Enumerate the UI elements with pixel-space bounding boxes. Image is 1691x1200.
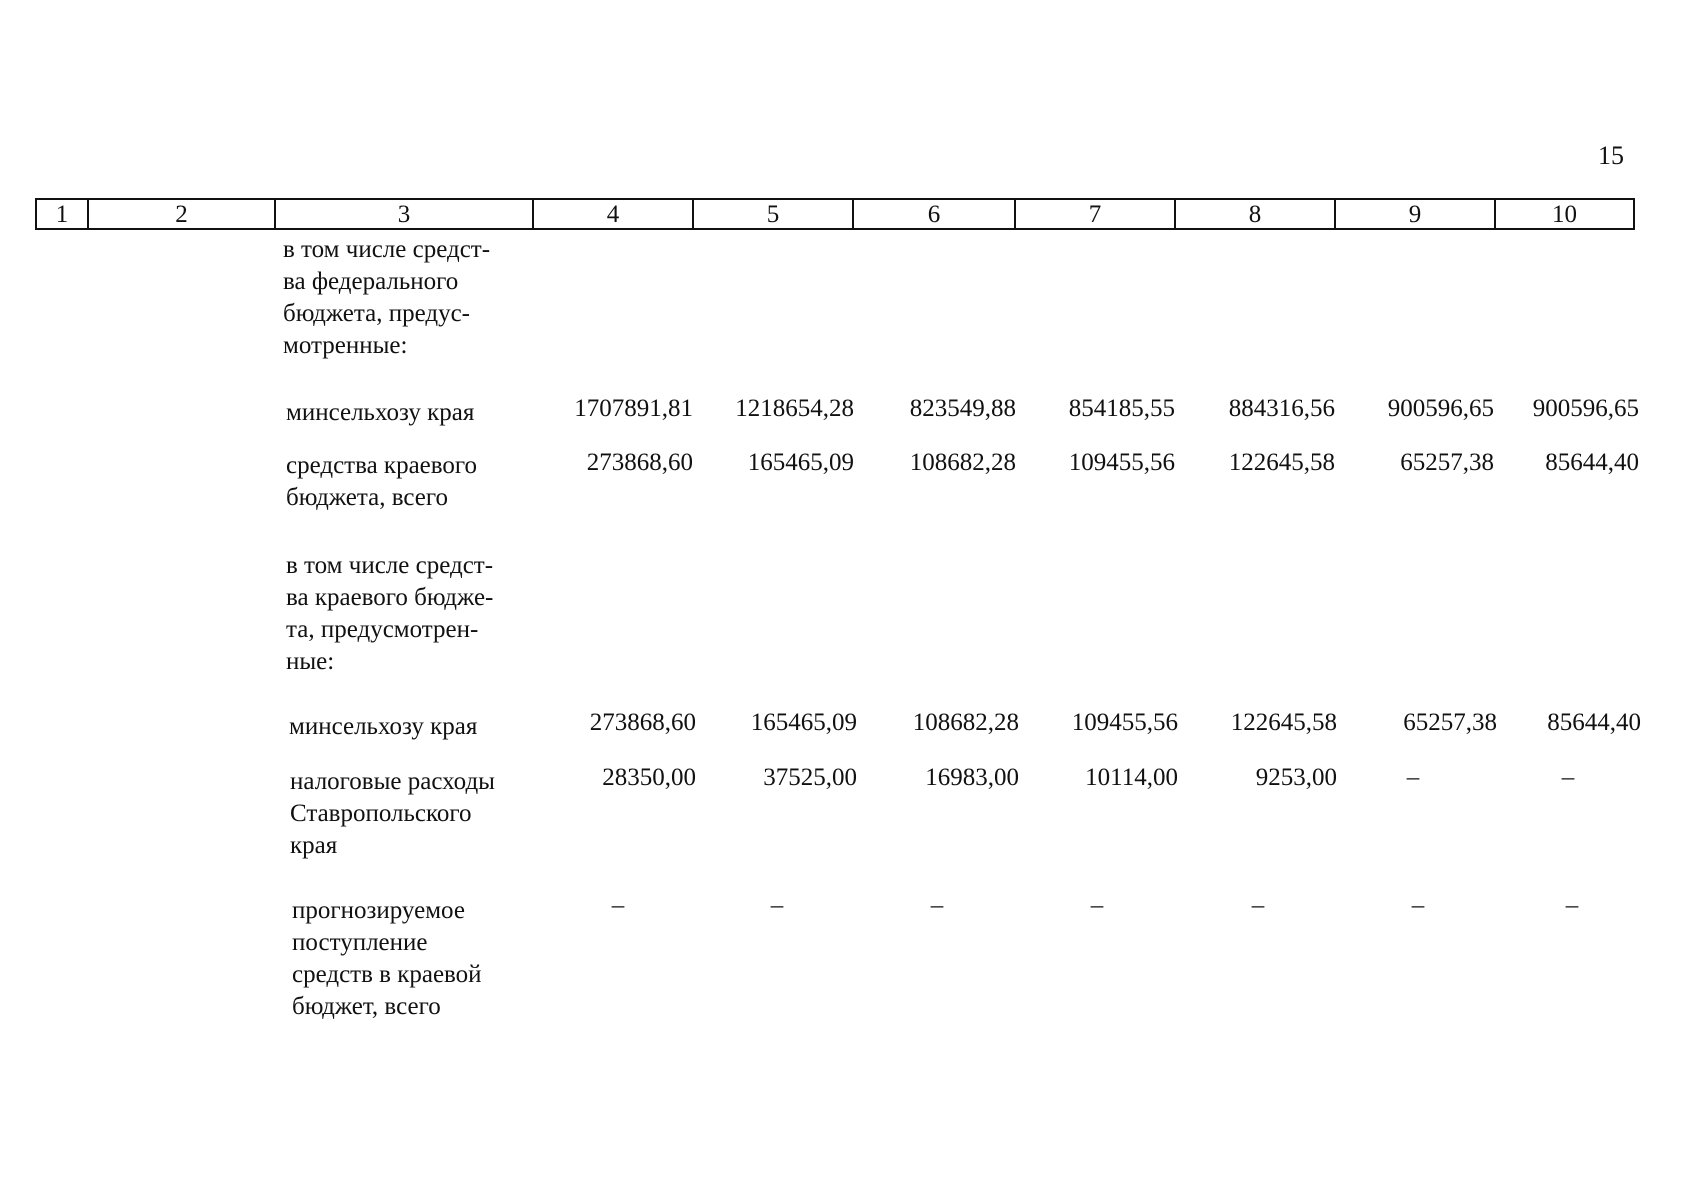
label-line: та, предусмотрен- (286, 616, 479, 643)
table-cell-value: 65257,38 (1400, 449, 1494, 476)
table-cell-value: 28350,00 (602, 764, 696, 791)
label-line: бюджета, всего (286, 484, 448, 511)
column-header-1: 1 (37, 200, 89, 228)
table-cell-value: 85644,40 (1545, 449, 1639, 476)
table-cell-dash: – (1561, 764, 1575, 791)
row-label-minselkhoz-federal (286, 397, 524, 429)
table-cell-value: 108682,28 (909, 449, 1016, 476)
row-label-federal-including (283, 234, 521, 362)
table-cell-value: 10114,00 (1085, 764, 1178, 791)
label-line: края (290, 832, 338, 859)
table-cell-dash: – (1565, 892, 1579, 919)
label-line: бюджет, всего (292, 993, 441, 1020)
label-line: минсельхозу края (286, 399, 475, 426)
table-cell-dash: – (1090, 892, 1104, 919)
column-header-4: 4 (534, 200, 694, 228)
table-cell-value: 85644,40 (1547, 709, 1641, 736)
table-cell-dash: – (1411, 892, 1425, 919)
label-line: в том числе средст- (283, 236, 491, 263)
table-cell-value: 108682,28 (912, 709, 1019, 736)
table-cell-value: 1218654,28 (735, 395, 854, 422)
table-cell-value: 165465,09 (747, 449, 854, 476)
label-line: ные: (286, 648, 335, 675)
column-header-5: 5 (694, 200, 854, 228)
row-label-tax-expenditures (290, 766, 530, 862)
table-cell-value: 273868,60 (586, 449, 693, 476)
table-cell-value: 109455,56 (1068, 449, 1175, 476)
table-cell-value: 65257,38 (1403, 709, 1497, 736)
label-line: поступление (292, 929, 428, 956)
row-label-regional-including (286, 550, 524, 678)
table-cell-value: 109455,56 (1071, 709, 1178, 736)
table-cell-dash: – (1251, 892, 1265, 919)
label-line: налоговые расходы (290, 768, 495, 795)
table-cell-value: 165465,09 (750, 709, 857, 736)
table-cell-value: 273868,60 (589, 709, 696, 736)
column-header-10: 10 (1552, 201, 1577, 228)
page-number: 15 (1598, 141, 1624, 170)
row-label-forecast-revenue (292, 895, 530, 1023)
label-line: средств в краевой (292, 961, 482, 988)
label-line: минсельхозу края (289, 713, 478, 740)
table-cell-value: 900596,65 (1532, 395, 1639, 422)
label-line: прогнозируемое (292, 897, 465, 924)
table-cell-value: 1707891,81 (574, 395, 693, 422)
table-cell-value: 37525,00 (763, 764, 857, 791)
table-header (35, 198, 1635, 230)
table-cell-dash: – (611, 892, 625, 919)
table-cell-value: 122645,58 (1230, 709, 1337, 736)
table-cell-value: 823549,88 (909, 395, 1016, 422)
table-cell-value: 16983,00 (925, 764, 1019, 791)
column-header-9: 9 (1336, 200, 1496, 228)
column-header-7: 7 (1016, 200, 1176, 228)
row-label-regional-total (286, 450, 524, 514)
table-cell-value: 9253,00 (1255, 764, 1337, 791)
table-cell-dash: – (1406, 764, 1420, 791)
table-cell-value: 122645,58 (1228, 449, 1335, 476)
row-label-minselkhoz-regional (289, 711, 527, 743)
label-line: ва федерального (283, 268, 459, 295)
label-line: Ставропольского (290, 800, 472, 827)
label-line: в том числе средст- (286, 552, 494, 579)
label-line: мотренные: (283, 332, 408, 359)
column-header-8: 8 (1176, 200, 1336, 228)
label-line: ва краевого бюдже- (286, 584, 494, 611)
column-header-2: 2 (89, 200, 276, 228)
table-cell-value: 900596,65 (1387, 395, 1494, 422)
table-cell-dash: – (770, 892, 784, 919)
label-line: средства краевого (286, 452, 478, 479)
table-cell-dash: – (930, 892, 944, 919)
table-cell-value: 854185,55 (1068, 395, 1175, 422)
column-header-3: 3 (276, 200, 534, 228)
table-cell-value: 884316,56 (1228, 395, 1335, 422)
column-header-6: 6 (854, 200, 1016, 228)
label-line: бюджета, предус- (283, 300, 470, 327)
